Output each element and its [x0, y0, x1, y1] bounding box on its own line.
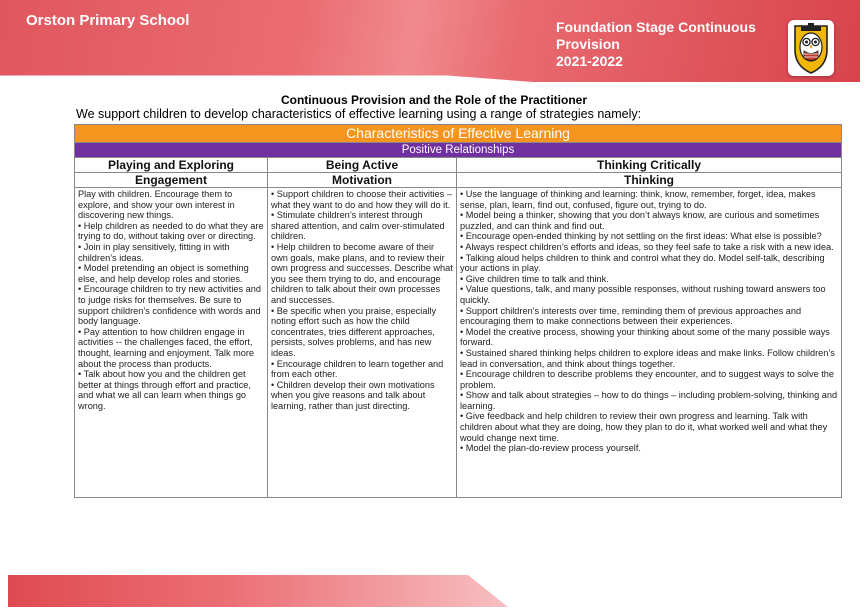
column-subheading-thinking: Thinking [457, 173, 842, 188]
table-subtitle-row [75, 143, 842, 158]
characteristics-table [74, 124, 842, 498]
list-item: • Pay attention to how children engage in activities -- the challenges faced, the effort, thought, learning and enjoyment. Talk more about the process than products. [78, 326, 255, 369]
column-heading-thinking-critically: Thinking Critically [457, 158, 842, 173]
list-item: • Model being a thinker, showing that you don’t always know, are curious and sometimes puzzled, and can think and find out. [460, 210, 820, 231]
column-body-playing-exploring [75, 188, 268, 498]
list-item: • Help children as needed to do what they are trying to do, without taking over or directing. [78, 220, 264, 242]
list-item: • Value questions, talk, and many possible responses, without rushing toward answers too quickly. [460, 284, 826, 305]
owl-crest-icon [788, 20, 834, 76]
column-body-thinking-critically [457, 188, 842, 498]
list-item: • Show and talk about strategies – how to do things – including problem-solving, thinking and learning. [460, 390, 838, 411]
list-item: • Sustained shared thinking helps children to explore ideas and make links. Follow children’s lead in conversation, and think about things together. [460, 347, 835, 369]
list-item: • Model the plan-do-review process yourself. [460, 443, 641, 454]
list-item: • Join in play sensitively, fitting in with children’s ideas. [78, 241, 230, 263]
list-item: Play with children. Encourage them to explore, and show your own interest in discovering new things. [78, 189, 235, 221]
list-item: • Talk about how you and the children get better at things through effort and practice, and what we all can learn when things go wrong. [78, 369, 251, 411]
column-subheading-row [75, 173, 842, 188]
title-line-2: Provision [556, 36, 620, 52]
column-body-being-active [268, 188, 457, 498]
title-line-1: Foundation Stage Continuous [556, 19, 756, 35]
intro-text: We support children to develop characteristics of effective learning using a range of strategies namely: [76, 107, 642, 121]
footer-banner [8, 575, 508, 607]
page-heading: Continuous Provision and the Role of the Practitioner [280, 93, 588, 107]
list-item: • Model pretending an object is something else, and help develop roles and stories. [78, 263, 249, 284]
list-item: • Support children to choose their activities – what they want to do and how they will do it. [271, 189, 452, 210]
list-item: • Encourage open-ended thinking by not settling on the first ideas: What else is possible? [460, 231, 822, 242]
list-item: • Encourage children to describe problems they encounter, and to suggest ways to solve the problem. [460, 369, 834, 390]
list-item: • Use the language of thinking and learning: think, know, remember, forget, idea, makes sense, plan, learn, find out, confused, figure out, trying to do. [460, 189, 816, 210]
column-heading-row [75, 158, 842, 173]
table-subtitle: Positive Relationships [75, 143, 842, 158]
list-item: • Talking aloud helps children to think and control what they do. Model self-talk, describing your actions in play. [460, 252, 825, 274]
title-line-3: 2021-2022 [556, 53, 623, 69]
list-item: • Give feedback and help children to review their own progress and learning. Talk with children about what they are doing, how they plan to do it, what worked well and what they would change next time. [460, 411, 828, 443]
table-body-row [75, 188, 842, 498]
list-item: • Stimulate children’s interest through shared attention, and calm over-stimulated children. [271, 210, 445, 242]
column-subheading-motivation: Motivation [268, 173, 457, 188]
column-subheading-engagement: Engagement [75, 173, 268, 188]
list-item: • Model the creative process, showing your thinking about some of the many possible ways forward. [460, 326, 830, 348]
table-title-row [75, 125, 842, 143]
list-item: • Support children’s interests over time, reminding them of previous approaches and encouraging them to make connections between their experiences. [460, 305, 802, 327]
school-crest-logo [788, 20, 834, 76]
column-heading-being-active: Being Active [268, 158, 457, 173]
column-heading-playing-exploring: Playing and Exploring [75, 158, 268, 173]
list-item: • Help children to become aware of their own goals, make plans, and to review their own progress and successes. Describe what you see them trying to do, and encourage children to talk about their own processes and successes. [271, 241, 453, 305]
list-item: • Always respect children’s efforts and ideas, so they feel safe to take a risk with a new idea. [460, 241, 834, 252]
list-item: • Be specific when you praise, especially noting effort such as how the child concentrates, tries different approaches, persists, solves problems, and has new ideas. [271, 305, 437, 358]
list-item: • Encourage children to try new activities and to judge risks for themselves. Be sure to support children’s confidence with words and body language. [78, 284, 261, 327]
list-item: • Children develop their own motivations when you give reasons and talk about learning, rather than just directing. [271, 379, 435, 411]
table-title: Characteristics of Effective Learning [75, 125, 842, 143]
document-title [556, 19, 776, 70]
list-item: • Encourage children to learn together and from each other. [271, 358, 444, 380]
school-name: Orston Primary School [26, 12, 190, 29]
list-item: • Give children time to talk and think. [460, 273, 609, 284]
